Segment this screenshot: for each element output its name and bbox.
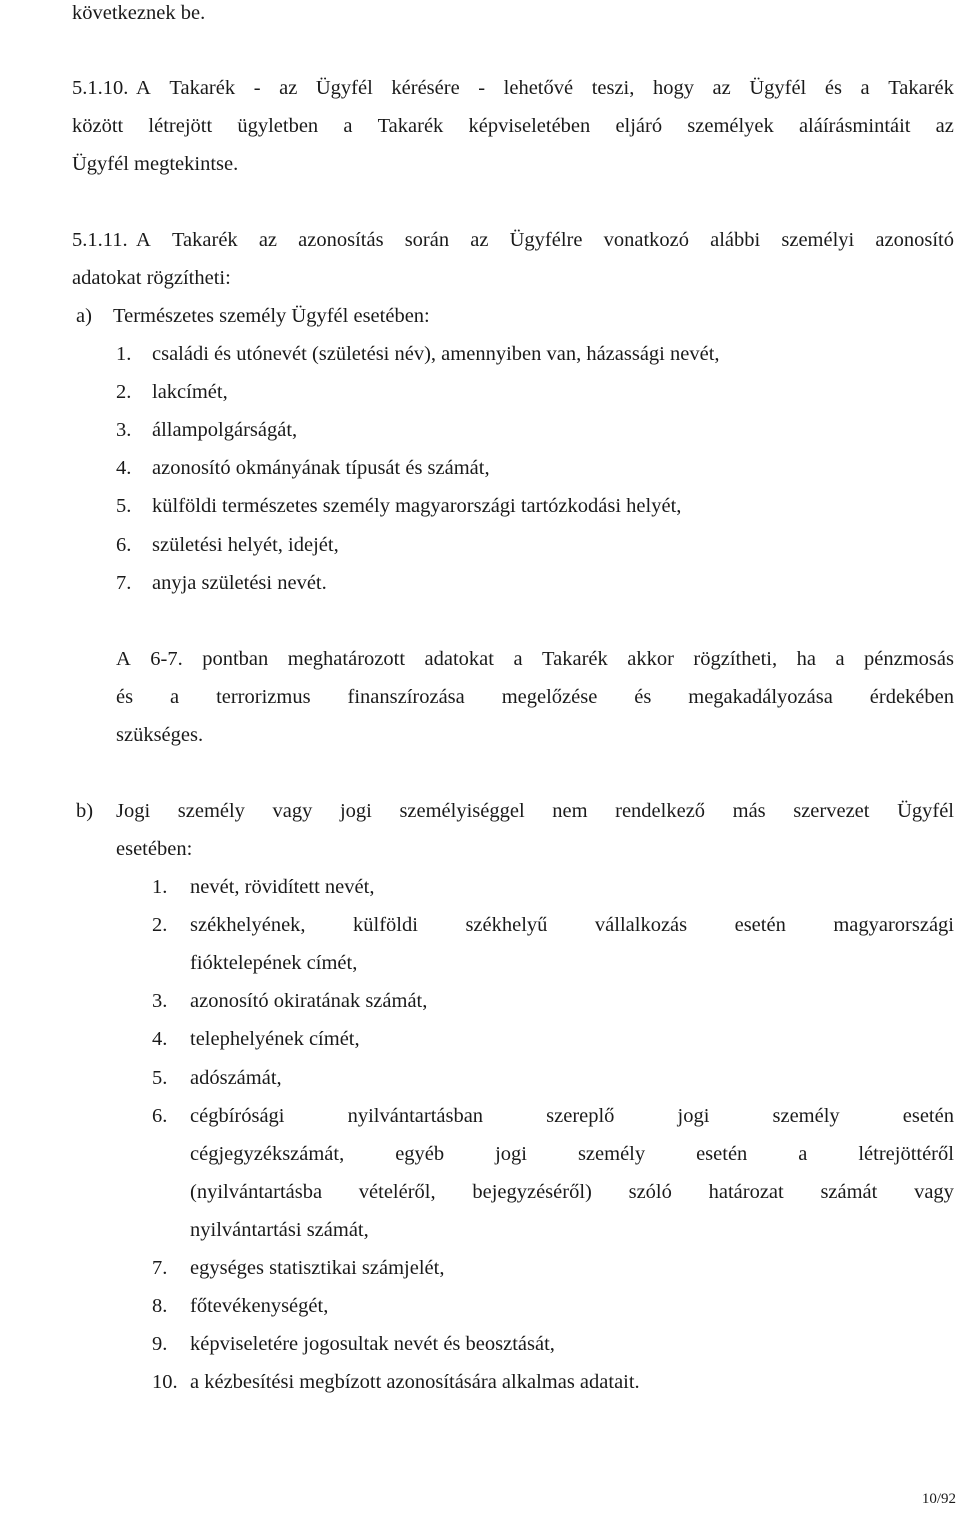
subsection-a-note-line-1: A 6-7. pontban meghatározott adatokat a Takarék akkor rögzítheti, ha a pénzmosás [116, 648, 954, 670]
list-item-number: 2. [116, 381, 132, 403]
list-item-text: a kézbesítési megbízott azonosítására alkalmas adatait. [190, 1371, 640, 1393]
list-item-number: 6. [152, 1105, 168, 1127]
list-item-text: nyilvántartási számát, [190, 1219, 369, 1241]
subsection-a-note-line-2: és a terrorizmus finanszírozása megelőzése és megakadályozása érdekében [116, 686, 954, 708]
list-item-text: anyja születési nevét. [152, 572, 327, 594]
list-item-number: 9. [152, 1333, 168, 1355]
subsection-a-note-line-3: szükséges. [116, 724, 204, 746]
list-item-text: születési helyét, idejét, [152, 534, 339, 556]
list-item-number: 4. [152, 1028, 168, 1050]
section-5-1-10-line-3: Ügyfél megtekintse. [72, 153, 239, 175]
subsection-a-label: a) [76, 305, 92, 327]
list-item-number: 2. [152, 914, 168, 936]
subsection-b-heading-line-2: esetében: [116, 838, 193, 860]
subsection-b-label: b) [76, 800, 94, 822]
section-5-1-10-line-1: A Takarék - az Ügyfél kérésére - lehetővé teszi, hogy az Ügyfél és a Takarék [136, 77, 954, 99]
section-number-5-1-11: 5.1.11. [72, 229, 128, 251]
list-item-text: főtevékenységét, [190, 1295, 329, 1317]
list-item-text: cégbírósági nyilvántartásban szereplő jogi személy esetén [190, 1105, 954, 1127]
list-item-number: 1. [152, 876, 168, 898]
section-number-5-1-10: 5.1.10. [72, 77, 129, 99]
list-item-number: 6. [116, 534, 132, 556]
list-item-number: 10. [152, 1371, 178, 1393]
list-item-text: cégjegyzékszámát, egyéb jogi személy esetén a létrejöttéről [190, 1143, 954, 1165]
list-item-text: képviseletére jogosultak nevét és beosztását, [190, 1333, 555, 1355]
list-item-number: 7. [152, 1257, 168, 1279]
list-item-number: 5. [116, 495, 132, 517]
list-item-text: nevét, rövidített nevét, [190, 876, 375, 898]
list-item-text: (nyilvántartásba vételéről, bejegyzéséről) szóló határozat számát vagy [190, 1181, 954, 1203]
list-item-number: 7. [116, 572, 132, 594]
list-item-text: telephelyének címét, [190, 1028, 360, 1050]
list-item-number: 3. [152, 990, 168, 1012]
list-item-number: 8. [152, 1295, 168, 1317]
list-item-text: egységes statisztikai számjelét, [190, 1257, 445, 1279]
list-item-text: adószámát, [190, 1067, 282, 1089]
section-5-1-11-line-2: adatokat rögzítheti: [72, 267, 231, 289]
section-5-1-10-line-2: között létrejött ügyletben a Takarék képviseletében eljáró személyek aláírásmintáit az [72, 115, 954, 137]
list-item-number: 4. [116, 457, 132, 479]
list-item-number: 1. [116, 343, 132, 365]
list-item-text: székhelyének, külföldi székhelyű vállalkozás esetén magyarországi [190, 914, 954, 936]
section-5-1-11-line-1: A Takarék az azonosítás során az Ügyfélre vonatkozó alábbi személyi azonosító [136, 229, 954, 251]
subsection-a-heading: Természetes személy Ügyfél esetében: [113, 305, 430, 327]
list-item-text: külföldi természetes személy magyarországi tartózkodási helyét, [152, 495, 682, 517]
top-line: következnek be. [72, 2, 206, 24]
list-item-text: azonosító okmányának típusát és számát, [152, 457, 490, 479]
list-item-text: családi és utónevét (születési név), amennyiben van, házassági nevét, [152, 343, 720, 365]
list-item-text: lakcímét, [152, 381, 228, 403]
page-number: 10/92 [921, 1491, 956, 1507]
list-item-number: 3. [116, 419, 132, 441]
subsection-b-heading-line-1: Jogi személy vagy jogi személyiséggel nem rendelkező más szervezet Ügyfél [116, 800, 954, 822]
list-item-text: azonosító okiratának számát, [190, 990, 428, 1012]
list-item-number: 5. [152, 1067, 168, 1089]
list-item-text: állampolgárságát, [152, 419, 298, 441]
list-item-text: fióktelepének címét, [190, 952, 358, 974]
